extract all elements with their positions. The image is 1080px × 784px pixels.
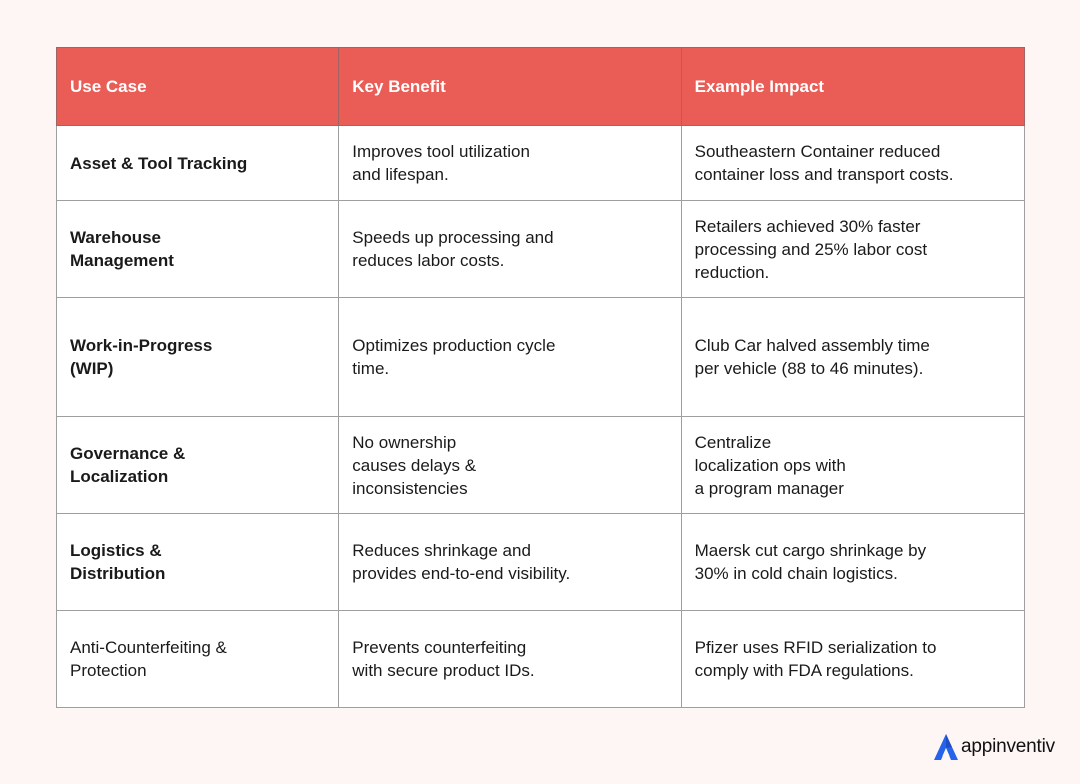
- table-header-row: [57, 48, 1025, 126]
- use-case-cell: Governance & Localization: [57, 417, 339, 514]
- table-row: [57, 126, 1025, 201]
- use-case-table: [56, 47, 1025, 708]
- logo-wordmark: appinventiv: [961, 736, 1055, 757]
- table-row: [57, 611, 1025, 708]
- header-key-benefit: Key Benefit: [339, 48, 681, 126]
- use-case-cell: Warehouse Management: [57, 201, 339, 298]
- impact-cell: Southeastern Container reduced container loss and transport costs.: [681, 126, 1024, 201]
- use-case-cell: Asset & Tool Tracking: [57, 126, 339, 201]
- benefit-cell: Optimizes production cycle time.: [339, 298, 681, 417]
- benefit-cell: No ownership causes delays & inconsistencies: [339, 417, 681, 514]
- table-row: [57, 417, 1025, 514]
- impact-cell: Centralize localization ops with a program manager: [681, 417, 1024, 514]
- impact-cell: Pfizer uses RFID serialization to comply with FDA regulations.: [681, 611, 1024, 708]
- impact-cell: Maersk cut cargo shrinkage by 30% in cold chain logistics.: [681, 514, 1024, 611]
- benefit-cell: Reduces shrinkage and provides end-to-end visibility.: [339, 514, 681, 611]
- appinventiv-logo: [932, 730, 1055, 764]
- benefit-cell: Speeds up processing and reduces labor costs.: [339, 201, 681, 298]
- table-row: [57, 201, 1025, 298]
- header-example-impact: Example Impact: [681, 48, 1024, 126]
- header-use-case: Use Case: [57, 48, 339, 126]
- benefit-cell: Improves tool utilization and lifespan.: [339, 126, 681, 201]
- use-case-cell: Work-in-Progress (WIP): [57, 298, 339, 417]
- table-row: [57, 298, 1025, 417]
- appinventiv-logo-icon: [932, 732, 960, 762]
- impact-cell: Club Car halved assembly time per vehicle (88 to 46 minutes).: [681, 298, 1024, 417]
- table-row: [57, 514, 1025, 611]
- use-case-cell: Anti-Counterfeiting & Protection: [57, 611, 339, 708]
- use-case-cell: Logistics & Distribution: [57, 514, 339, 611]
- impact-cell: Retailers achieved 30% faster processing and 25% labor cost reduction.: [681, 201, 1024, 298]
- benefit-cell: Prevents counterfeiting with secure product IDs.: [339, 611, 681, 708]
